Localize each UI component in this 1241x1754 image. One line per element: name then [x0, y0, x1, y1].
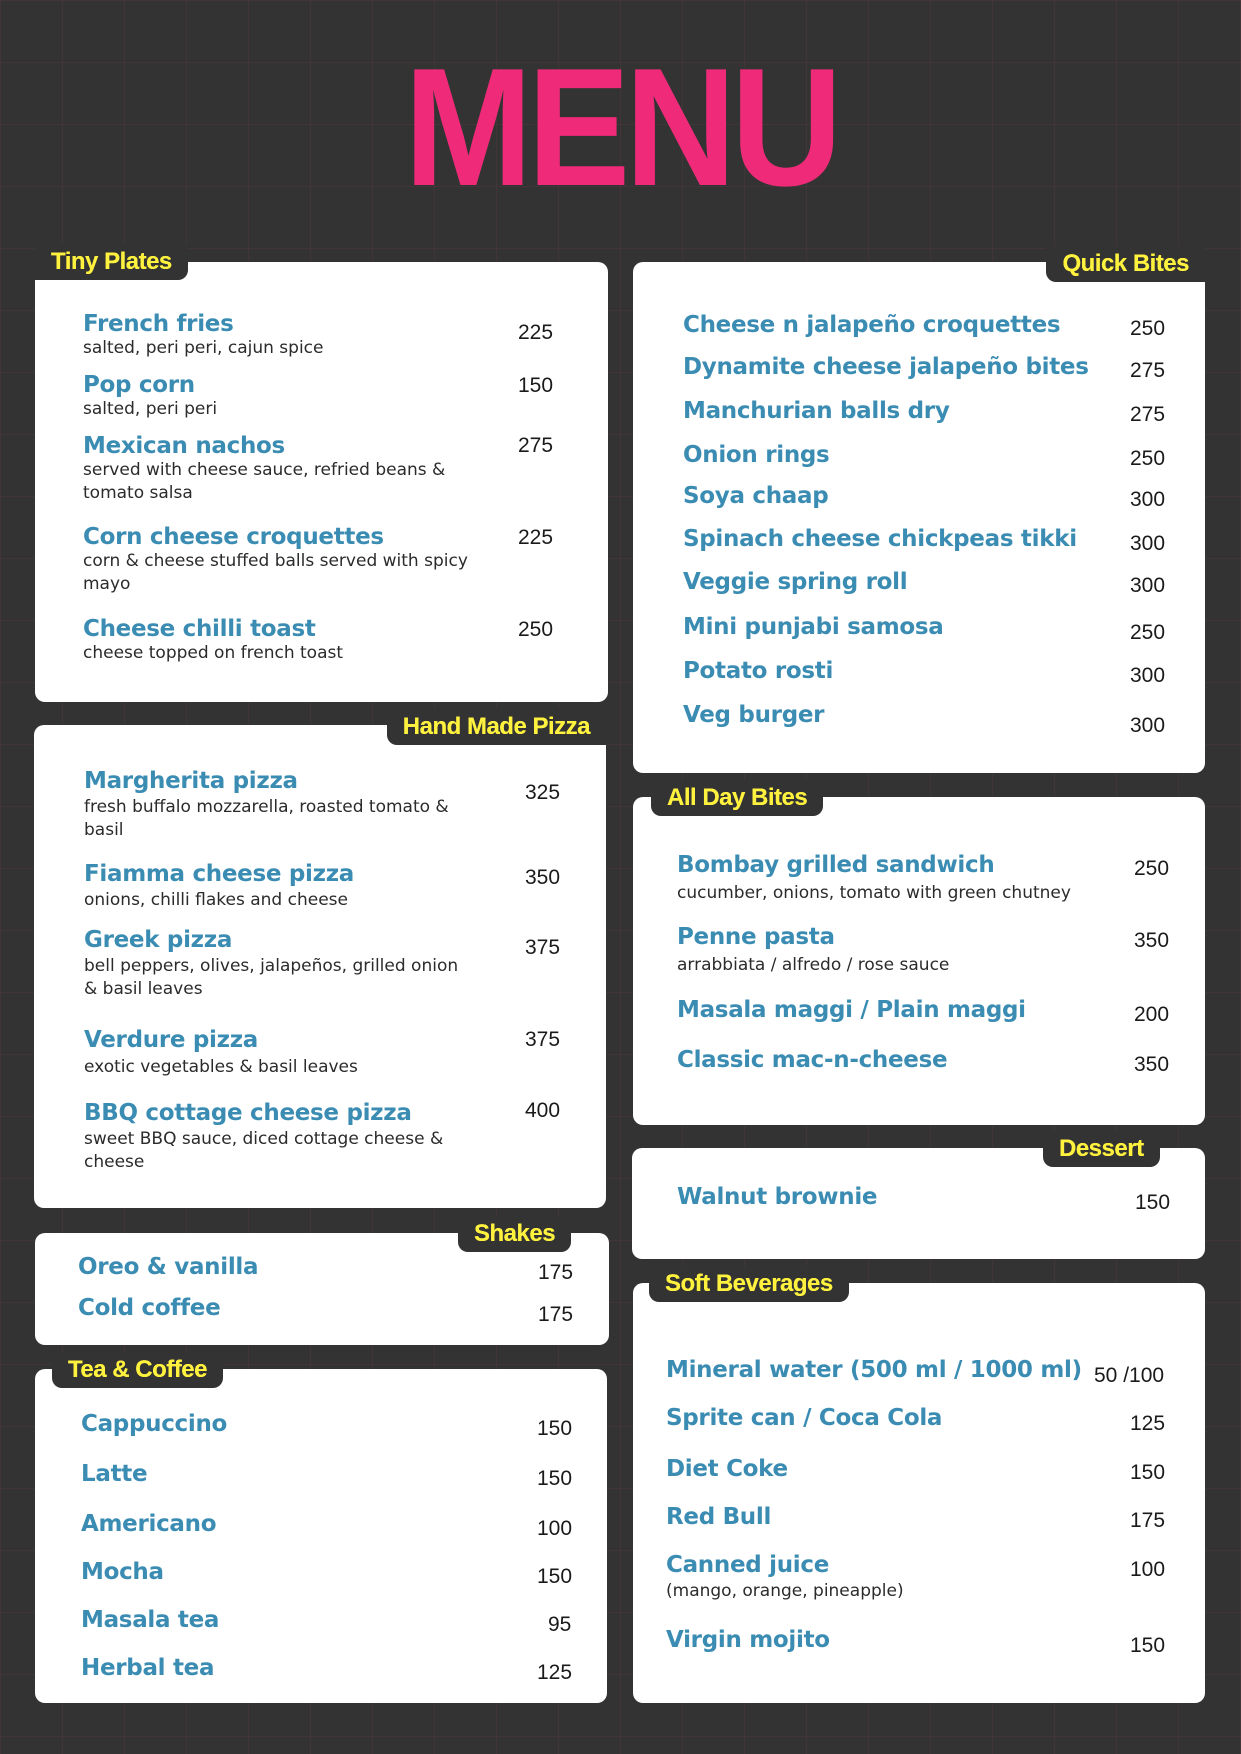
item-price: 350 — [1134, 929, 1170, 952]
item-name: Spinach cheese chickpeas tikki — [683, 526, 1077, 552]
item-price: 95 — [548, 1613, 572, 1636]
item-price: 300 — [1130, 664, 1166, 687]
menu-item — [83, 524, 483, 596]
item-price: 125 — [1130, 1412, 1166, 1435]
item-description: onions, chilli flakes and cheese — [84, 890, 348, 910]
item-name: Potato rosti — [683, 658, 834, 684]
item-name: Greek pizza — [84, 927, 233, 953]
item-description: fresh buffalo mozzarella, roasted tomato & basil — [84, 797, 449, 840]
item-price: 250 — [1130, 317, 1166, 340]
item-price: 250 — [1130, 621, 1166, 644]
item-description: served with cheese sauce, refried beans & tomato salsa — [83, 460, 446, 503]
menu-item — [83, 616, 483, 665]
tea-coffee-label: Tea & Coffee — [52, 1352, 223, 1388]
item-price: 175 — [1130, 1509, 1166, 1532]
item-name: Sprite can / Coca Cola — [666, 1405, 943, 1431]
item-price: 300 — [1130, 532, 1166, 555]
quick-bites-label: Quick Bites — [1046, 246, 1205, 282]
item-price: 325 — [525, 781, 561, 804]
item-name: Masala maggi / Plain maggi — [677, 997, 1026, 1023]
hand-made-pizza-label: Hand Made Pizza — [387, 709, 606, 745]
item-name: Cheese chilli toast — [83, 616, 316, 642]
item-price: 250 — [518, 618, 554, 641]
item-price: 100 — [537, 1517, 573, 1540]
item-price: 125 — [537, 1661, 573, 1684]
dessert-card — [632, 1135, 1205, 1259]
item-price: 150 — [537, 1467, 573, 1490]
item-description: salted, peri peri — [83, 399, 218, 419]
item-price: 250 — [1134, 857, 1170, 880]
item-price: 300 — [1130, 488, 1166, 511]
item-name: Canned juice — [666, 1552, 829, 1578]
item-name: Onion rings — [683, 442, 830, 468]
item-description: cheese topped on french toast — [83, 643, 344, 663]
item-price: 150 — [1130, 1634, 1166, 1657]
item-name: Corn cheese croquettes — [83, 524, 384, 550]
item-name: Manchurian balls dry — [683, 398, 950, 424]
item-name: Soya chaap — [683, 483, 829, 509]
menu-title: MENU — [403, 33, 838, 221]
menu-item — [83, 433, 483, 505]
menu-item — [84, 1100, 474, 1174]
item-price: 150 — [1130, 1461, 1166, 1484]
item-name: Walnut brownie — [677, 1184, 878, 1210]
item-name: Oreo & vanilla — [78, 1254, 259, 1280]
item-name: Penne pasta — [677, 924, 835, 950]
item-price: 150 — [1135, 1191, 1171, 1214]
item-price: 150 — [537, 1565, 573, 1588]
menu-item — [84, 861, 474, 912]
hand-made-pizza-card — [34, 713, 606, 1208]
item-name: Americano — [81, 1511, 217, 1537]
item-price: 300 — [1130, 574, 1166, 597]
item-price: 175 — [538, 1303, 574, 1326]
item-price: 225 — [518, 321, 554, 344]
item-description: corn & cheese stuffed balls served with spicy mayo — [83, 551, 468, 594]
item-price: 150 — [518, 374, 554, 397]
item-name: Red Bull — [666, 1504, 772, 1530]
item-name: Bombay grilled sandwich — [677, 852, 995, 878]
item-name: Cold coffee — [78, 1295, 221, 1321]
item-price: 175 — [538, 1261, 574, 1284]
item-name: French fries — [83, 311, 234, 337]
item-description: arrabbiata / alfredo / rose sauce — [677, 955, 950, 975]
item-description: cucumber, onions, tomato with green chutney — [677, 883, 1071, 903]
menu-item — [677, 852, 1117, 905]
item-name: Cheese n jalapeño croquettes — [683, 312, 1061, 338]
item-price: 150 — [537, 1417, 573, 1440]
shakes-label: Shakes — [458, 1216, 571, 1252]
item-price: 350 — [1134, 1053, 1170, 1076]
item-name: BBQ cottage cheese pizza — [84, 1100, 412, 1126]
menu-item — [83, 372, 483, 421]
item-description: exotic vegetables & basil leaves — [84, 1057, 358, 1077]
menu-item — [677, 924, 1117, 977]
menu-item — [84, 768, 474, 842]
item-name: Latte — [81, 1461, 148, 1487]
dessert-label: Dessert — [1043, 1131, 1160, 1167]
soft-beverages-card — [633, 1270, 1205, 1703]
item-name: Veg burger — [683, 702, 825, 728]
item-name: Herbal tea — [81, 1655, 215, 1681]
item-price: 275 — [518, 434, 554, 457]
item-price: 375 — [525, 1028, 561, 1051]
shakes-card — [35, 1220, 609, 1345]
item-price: 100 — [1130, 1558, 1166, 1581]
soft-beverages-label: Soft Beverages — [649, 1266, 849, 1302]
tea-coffee-card — [35, 1356, 607, 1703]
tiny-plates-card — [35, 248, 608, 702]
item-description: (mango, orange, pineapple) — [666, 1581, 904, 1601]
item-price: 225 — [518, 526, 554, 549]
item-name: Mini punjabi samosa — [683, 614, 944, 640]
item-name: Margherita pizza — [84, 768, 298, 794]
item-name: Verdure pizza — [84, 1027, 259, 1053]
item-description: bell peppers, olives, jalapeños, grilled onion & basil leaves — [84, 956, 459, 999]
item-price: 275 — [1130, 359, 1166, 382]
item-price: 250 — [1130, 447, 1166, 470]
item-name: Fiamma cheese pizza — [84, 861, 355, 887]
quick-bites-card — [633, 250, 1205, 773]
item-price: 300 — [1130, 714, 1166, 737]
item-name: Mexican nachos — [83, 433, 285, 459]
menu-item — [83, 311, 483, 360]
menu-item — [666, 1552, 1106, 1603]
item-price: 400 — [525, 1099, 561, 1122]
item-price: 200 — [1134, 1003, 1170, 1026]
item-name: Classic mac-n-cheese — [677, 1047, 948, 1073]
item-price: 350 — [525, 866, 561, 889]
tiny-plates-label: Tiny Plates — [35, 244, 188, 280]
item-description: salted, peri peri, cajun spice — [83, 338, 324, 358]
item-price: 275 — [1130, 403, 1166, 426]
item-name: Mocha — [81, 1559, 164, 1585]
item-name: Mineral water (500 ml / 1000 ml) — [666, 1357, 1082, 1383]
all-day-bites-label: All Day Bites — [651, 780, 823, 816]
item-name: Masala tea — [81, 1607, 220, 1633]
item-price: 50 /100 — [1094, 1364, 1165, 1387]
all-day-bites-card — [633, 784, 1205, 1125]
item-name: Dynamite cheese jalapeño bites — [683, 354, 1089, 380]
item-name: Virgin mojito — [666, 1627, 830, 1653]
menu-item — [84, 1027, 474, 1079]
item-price: 375 — [525, 936, 561, 959]
item-name: Pop corn — [83, 372, 195, 398]
item-name: Diet Coke — [666, 1456, 788, 1482]
item-name: Veggie spring roll — [683, 569, 908, 595]
menu-item — [84, 927, 474, 1001]
item-name: Cappuccino — [81, 1411, 228, 1437]
item-description: sweet BBQ sauce, diced cottage cheese & cheese — [84, 1129, 444, 1172]
